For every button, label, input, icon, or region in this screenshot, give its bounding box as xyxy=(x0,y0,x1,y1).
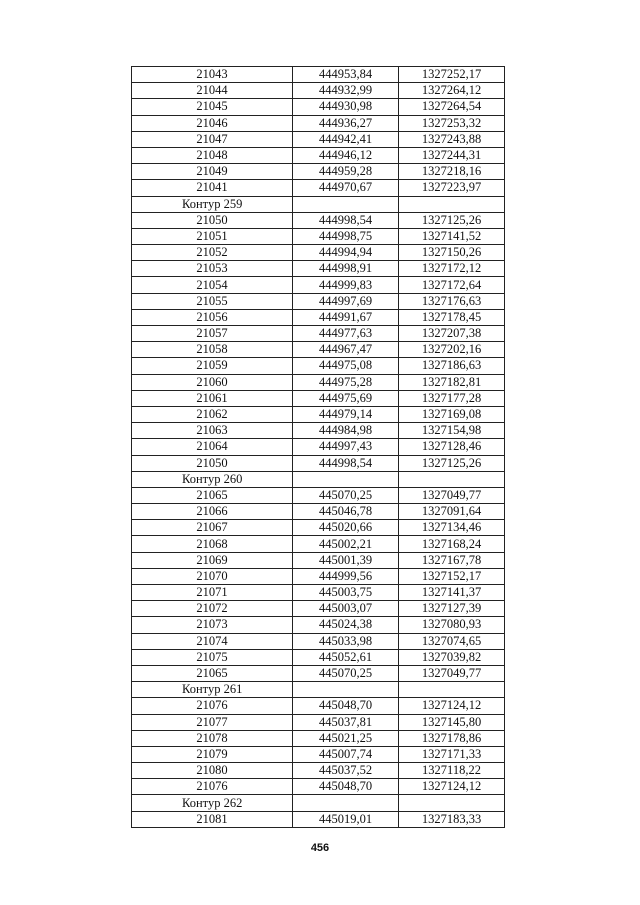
table-row xyxy=(132,779,505,795)
x-coordinate-cell: 445001,39 xyxy=(293,552,399,568)
y-coordinate-cell: 1327124,12 xyxy=(399,779,505,795)
y-coordinate-cell: 1327145,80 xyxy=(399,714,505,730)
contour-header-row xyxy=(132,682,505,698)
empty-cell xyxy=(293,795,399,811)
x-coordinate-cell: 445037,52 xyxy=(293,763,399,779)
table-row xyxy=(132,714,505,730)
empty-cell xyxy=(399,196,505,212)
x-coordinate-cell: 444930,98 xyxy=(293,99,399,115)
point-number-cell: 21043 xyxy=(132,67,293,83)
x-coordinate-cell: 444997,69 xyxy=(293,293,399,309)
y-coordinate-cell: 1327150,26 xyxy=(399,245,505,261)
table-row xyxy=(132,552,505,568)
x-coordinate-cell: 444942,41 xyxy=(293,131,399,147)
point-number-cell: 21068 xyxy=(132,536,293,552)
y-coordinate-cell: 1327141,37 xyxy=(399,585,505,601)
table-row xyxy=(132,698,505,714)
point-number-cell: 21053 xyxy=(132,261,293,277)
point-number-cell: 21060 xyxy=(132,374,293,390)
point-number-cell: 21080 xyxy=(132,763,293,779)
point-number-cell: 21074 xyxy=(132,633,293,649)
x-coordinate-cell: 444994,94 xyxy=(293,245,399,261)
point-number-cell: 21069 xyxy=(132,552,293,568)
table-row xyxy=(132,358,505,374)
point-number-cell: 21044 xyxy=(132,83,293,99)
table-row xyxy=(132,277,505,293)
y-coordinate-cell: 1327074,65 xyxy=(399,633,505,649)
y-coordinate-cell: 1327182,81 xyxy=(399,374,505,390)
point-number-cell: 21071 xyxy=(132,585,293,601)
coordinates-table xyxy=(131,66,505,828)
x-coordinate-cell: 444998,91 xyxy=(293,261,399,277)
x-coordinate-cell: 445003,07 xyxy=(293,601,399,617)
table-row xyxy=(132,763,505,779)
y-coordinate-cell: 1327125,26 xyxy=(399,455,505,471)
empty-cell xyxy=(399,795,505,811)
point-number-cell: 21076 xyxy=(132,779,293,795)
y-coordinate-cell: 1327141,52 xyxy=(399,228,505,244)
point-number-cell: 21075 xyxy=(132,649,293,665)
y-coordinate-cell: 1327178,86 xyxy=(399,730,505,746)
point-number-cell: 21059 xyxy=(132,358,293,374)
y-coordinate-cell: 1327176,63 xyxy=(399,293,505,309)
x-coordinate-cell: 444984,98 xyxy=(293,423,399,439)
point-number-cell: 21049 xyxy=(132,164,293,180)
contour-header-row xyxy=(132,471,505,487)
y-coordinate-cell: 1327134,46 xyxy=(399,520,505,536)
table-row xyxy=(132,326,505,342)
x-coordinate-cell: 444970,67 xyxy=(293,180,399,196)
table-row xyxy=(132,649,505,665)
contour-label: Контур 260 xyxy=(132,471,293,487)
table-row xyxy=(132,212,505,228)
point-number-cell: 21052 xyxy=(132,245,293,261)
table-row xyxy=(132,520,505,536)
table-row xyxy=(132,746,505,762)
table-row xyxy=(132,309,505,325)
y-coordinate-cell: 1327202,16 xyxy=(399,342,505,358)
point-number-cell: 21065 xyxy=(132,665,293,681)
point-number-cell: 21048 xyxy=(132,147,293,163)
table-row xyxy=(132,99,505,115)
table-row xyxy=(132,261,505,277)
point-number-cell: 21064 xyxy=(132,439,293,455)
x-coordinate-cell: 445070,25 xyxy=(293,665,399,681)
table-row xyxy=(132,390,505,406)
point-number-cell: 21050 xyxy=(132,455,293,471)
table-row xyxy=(132,164,505,180)
y-coordinate-cell: 1327171,33 xyxy=(399,746,505,762)
x-coordinate-cell: 444975,69 xyxy=(293,390,399,406)
table-row xyxy=(132,131,505,147)
x-coordinate-cell: 445046,78 xyxy=(293,504,399,520)
point-number-cell: 21067 xyxy=(132,520,293,536)
x-coordinate-cell: 445024,38 xyxy=(293,617,399,633)
y-coordinate-cell: 1327127,39 xyxy=(399,601,505,617)
y-coordinate-cell: 1327124,12 xyxy=(399,698,505,714)
x-coordinate-cell: 444999,83 xyxy=(293,277,399,293)
table-row xyxy=(132,504,505,520)
table-row xyxy=(132,245,505,261)
x-coordinate-cell: 445070,25 xyxy=(293,487,399,503)
y-coordinate-cell: 1327167,78 xyxy=(399,552,505,568)
y-coordinate-cell: 1327128,46 xyxy=(399,439,505,455)
point-number-cell: 21065 xyxy=(132,487,293,503)
table-row xyxy=(132,601,505,617)
y-coordinate-cell: 1327253,32 xyxy=(399,115,505,131)
x-coordinate-cell: 444975,08 xyxy=(293,358,399,374)
table-row xyxy=(132,406,505,422)
x-coordinate-cell: 445020,66 xyxy=(293,520,399,536)
table-row xyxy=(132,228,505,244)
y-coordinate-cell: 1327125,26 xyxy=(399,212,505,228)
x-coordinate-cell: 445002,21 xyxy=(293,536,399,552)
point-number-cell: 21063 xyxy=(132,423,293,439)
table-row xyxy=(132,487,505,503)
x-coordinate-cell: 445019,01 xyxy=(293,811,399,827)
table-row xyxy=(132,811,505,827)
x-coordinate-cell: 444953,84 xyxy=(293,67,399,83)
table-row xyxy=(132,180,505,196)
table-row xyxy=(132,293,505,309)
point-number-cell: 21061 xyxy=(132,390,293,406)
table-row xyxy=(132,633,505,649)
y-coordinate-cell: 1327244,31 xyxy=(399,147,505,163)
x-coordinate-cell: 445037,81 xyxy=(293,714,399,730)
x-coordinate-cell: 445052,61 xyxy=(293,649,399,665)
y-coordinate-cell: 1327183,33 xyxy=(399,811,505,827)
x-coordinate-cell: 444936,27 xyxy=(293,115,399,131)
table-row xyxy=(132,536,505,552)
y-coordinate-cell: 1327168,24 xyxy=(399,536,505,552)
contour-label: Контур 261 xyxy=(132,682,293,698)
point-number-cell: 21081 xyxy=(132,811,293,827)
y-coordinate-cell: 1327264,12 xyxy=(399,83,505,99)
y-coordinate-cell: 1327223,97 xyxy=(399,180,505,196)
y-coordinate-cell: 1327186,63 xyxy=(399,358,505,374)
point-number-cell: 21041 xyxy=(132,180,293,196)
point-number-cell: 21057 xyxy=(132,326,293,342)
x-coordinate-cell: 445048,70 xyxy=(293,779,399,795)
table-row xyxy=(132,585,505,601)
y-coordinate-cell: 1327252,17 xyxy=(399,67,505,83)
point-number-cell: 21072 xyxy=(132,601,293,617)
coordinates-table-body xyxy=(132,67,505,828)
y-coordinate-cell: 1327218,16 xyxy=(399,164,505,180)
table-row xyxy=(132,455,505,471)
y-coordinate-cell: 1327243,88 xyxy=(399,131,505,147)
y-coordinate-cell: 1327178,45 xyxy=(399,309,505,325)
y-coordinate-cell: 1327039,82 xyxy=(399,649,505,665)
table-row xyxy=(132,568,505,584)
y-coordinate-cell: 1327172,12 xyxy=(399,261,505,277)
y-coordinate-cell: 1327172,64 xyxy=(399,277,505,293)
point-number-cell: 21050 xyxy=(132,212,293,228)
point-number-cell: 21054 xyxy=(132,277,293,293)
point-number-cell: 21073 xyxy=(132,617,293,633)
point-number-cell: 21058 xyxy=(132,342,293,358)
y-coordinate-cell: 1327207,38 xyxy=(399,326,505,342)
x-coordinate-cell: 445003,75 xyxy=(293,585,399,601)
y-coordinate-cell: 1327177,28 xyxy=(399,390,505,406)
contour-label: Контур 262 xyxy=(132,795,293,811)
point-number-cell: 21070 xyxy=(132,568,293,584)
point-number-cell: 21047 xyxy=(132,131,293,147)
x-coordinate-cell: 444999,56 xyxy=(293,568,399,584)
empty-cell xyxy=(293,196,399,212)
page-number: 456 xyxy=(310,842,330,854)
y-coordinate-cell: 1327049,77 xyxy=(399,665,505,681)
point-number-cell: 21045 xyxy=(132,99,293,115)
y-coordinate-cell: 1327091,64 xyxy=(399,504,505,520)
x-coordinate-cell: 444979,14 xyxy=(293,406,399,422)
x-coordinate-cell: 444959,28 xyxy=(293,164,399,180)
x-coordinate-cell: 444998,75 xyxy=(293,228,399,244)
x-coordinate-cell: 444998,54 xyxy=(293,455,399,471)
empty-cell xyxy=(293,682,399,698)
table-row xyxy=(132,147,505,163)
y-coordinate-cell: 1327152,17 xyxy=(399,568,505,584)
empty-cell xyxy=(399,682,505,698)
point-number-cell: 21078 xyxy=(132,730,293,746)
table-row xyxy=(132,342,505,358)
table-row xyxy=(132,665,505,681)
point-number-cell: 21079 xyxy=(132,746,293,762)
empty-cell xyxy=(399,471,505,487)
x-coordinate-cell: 444977,63 xyxy=(293,326,399,342)
x-coordinate-cell: 445021,25 xyxy=(293,730,399,746)
table-row xyxy=(132,439,505,455)
point-number-cell: 21055 xyxy=(132,293,293,309)
y-coordinate-cell: 1327118,22 xyxy=(399,763,505,779)
contour-label: Контур 259 xyxy=(132,196,293,212)
table-row xyxy=(132,423,505,439)
point-number-cell: 21046 xyxy=(132,115,293,131)
table-row xyxy=(132,115,505,131)
empty-cell xyxy=(293,471,399,487)
x-coordinate-cell: 445048,70 xyxy=(293,698,399,714)
point-number-cell: 21077 xyxy=(132,714,293,730)
table-row xyxy=(132,67,505,83)
point-number-cell: 21076 xyxy=(132,698,293,714)
y-coordinate-cell: 1327154,98 xyxy=(399,423,505,439)
x-coordinate-cell: 444967,47 xyxy=(293,342,399,358)
x-coordinate-cell: 444991,67 xyxy=(293,309,399,325)
x-coordinate-cell: 444975,28 xyxy=(293,374,399,390)
y-coordinate-cell: 1327080,93 xyxy=(399,617,505,633)
table-row xyxy=(132,730,505,746)
x-coordinate-cell: 445033,98 xyxy=(293,633,399,649)
x-coordinate-cell: 444998,54 xyxy=(293,212,399,228)
x-coordinate-cell: 444997,43 xyxy=(293,439,399,455)
y-coordinate-cell: 1327049,77 xyxy=(399,487,505,503)
point-number-cell: 21056 xyxy=(132,309,293,325)
contour-header-row xyxy=(132,196,505,212)
x-coordinate-cell: 444932,99 xyxy=(293,83,399,99)
y-coordinate-cell: 1327264,54 xyxy=(399,99,505,115)
x-coordinate-cell: 445007,74 xyxy=(293,746,399,762)
table-row xyxy=(132,374,505,390)
table-row xyxy=(132,617,505,633)
contour-header-row xyxy=(132,795,505,811)
y-coordinate-cell: 1327169,08 xyxy=(399,406,505,422)
table-row xyxy=(132,83,505,99)
point-number-cell: 21066 xyxy=(132,504,293,520)
x-coordinate-cell: 444946,12 xyxy=(293,147,399,163)
point-number-cell: 21062 xyxy=(132,406,293,422)
point-number-cell: 21051 xyxy=(132,228,293,244)
